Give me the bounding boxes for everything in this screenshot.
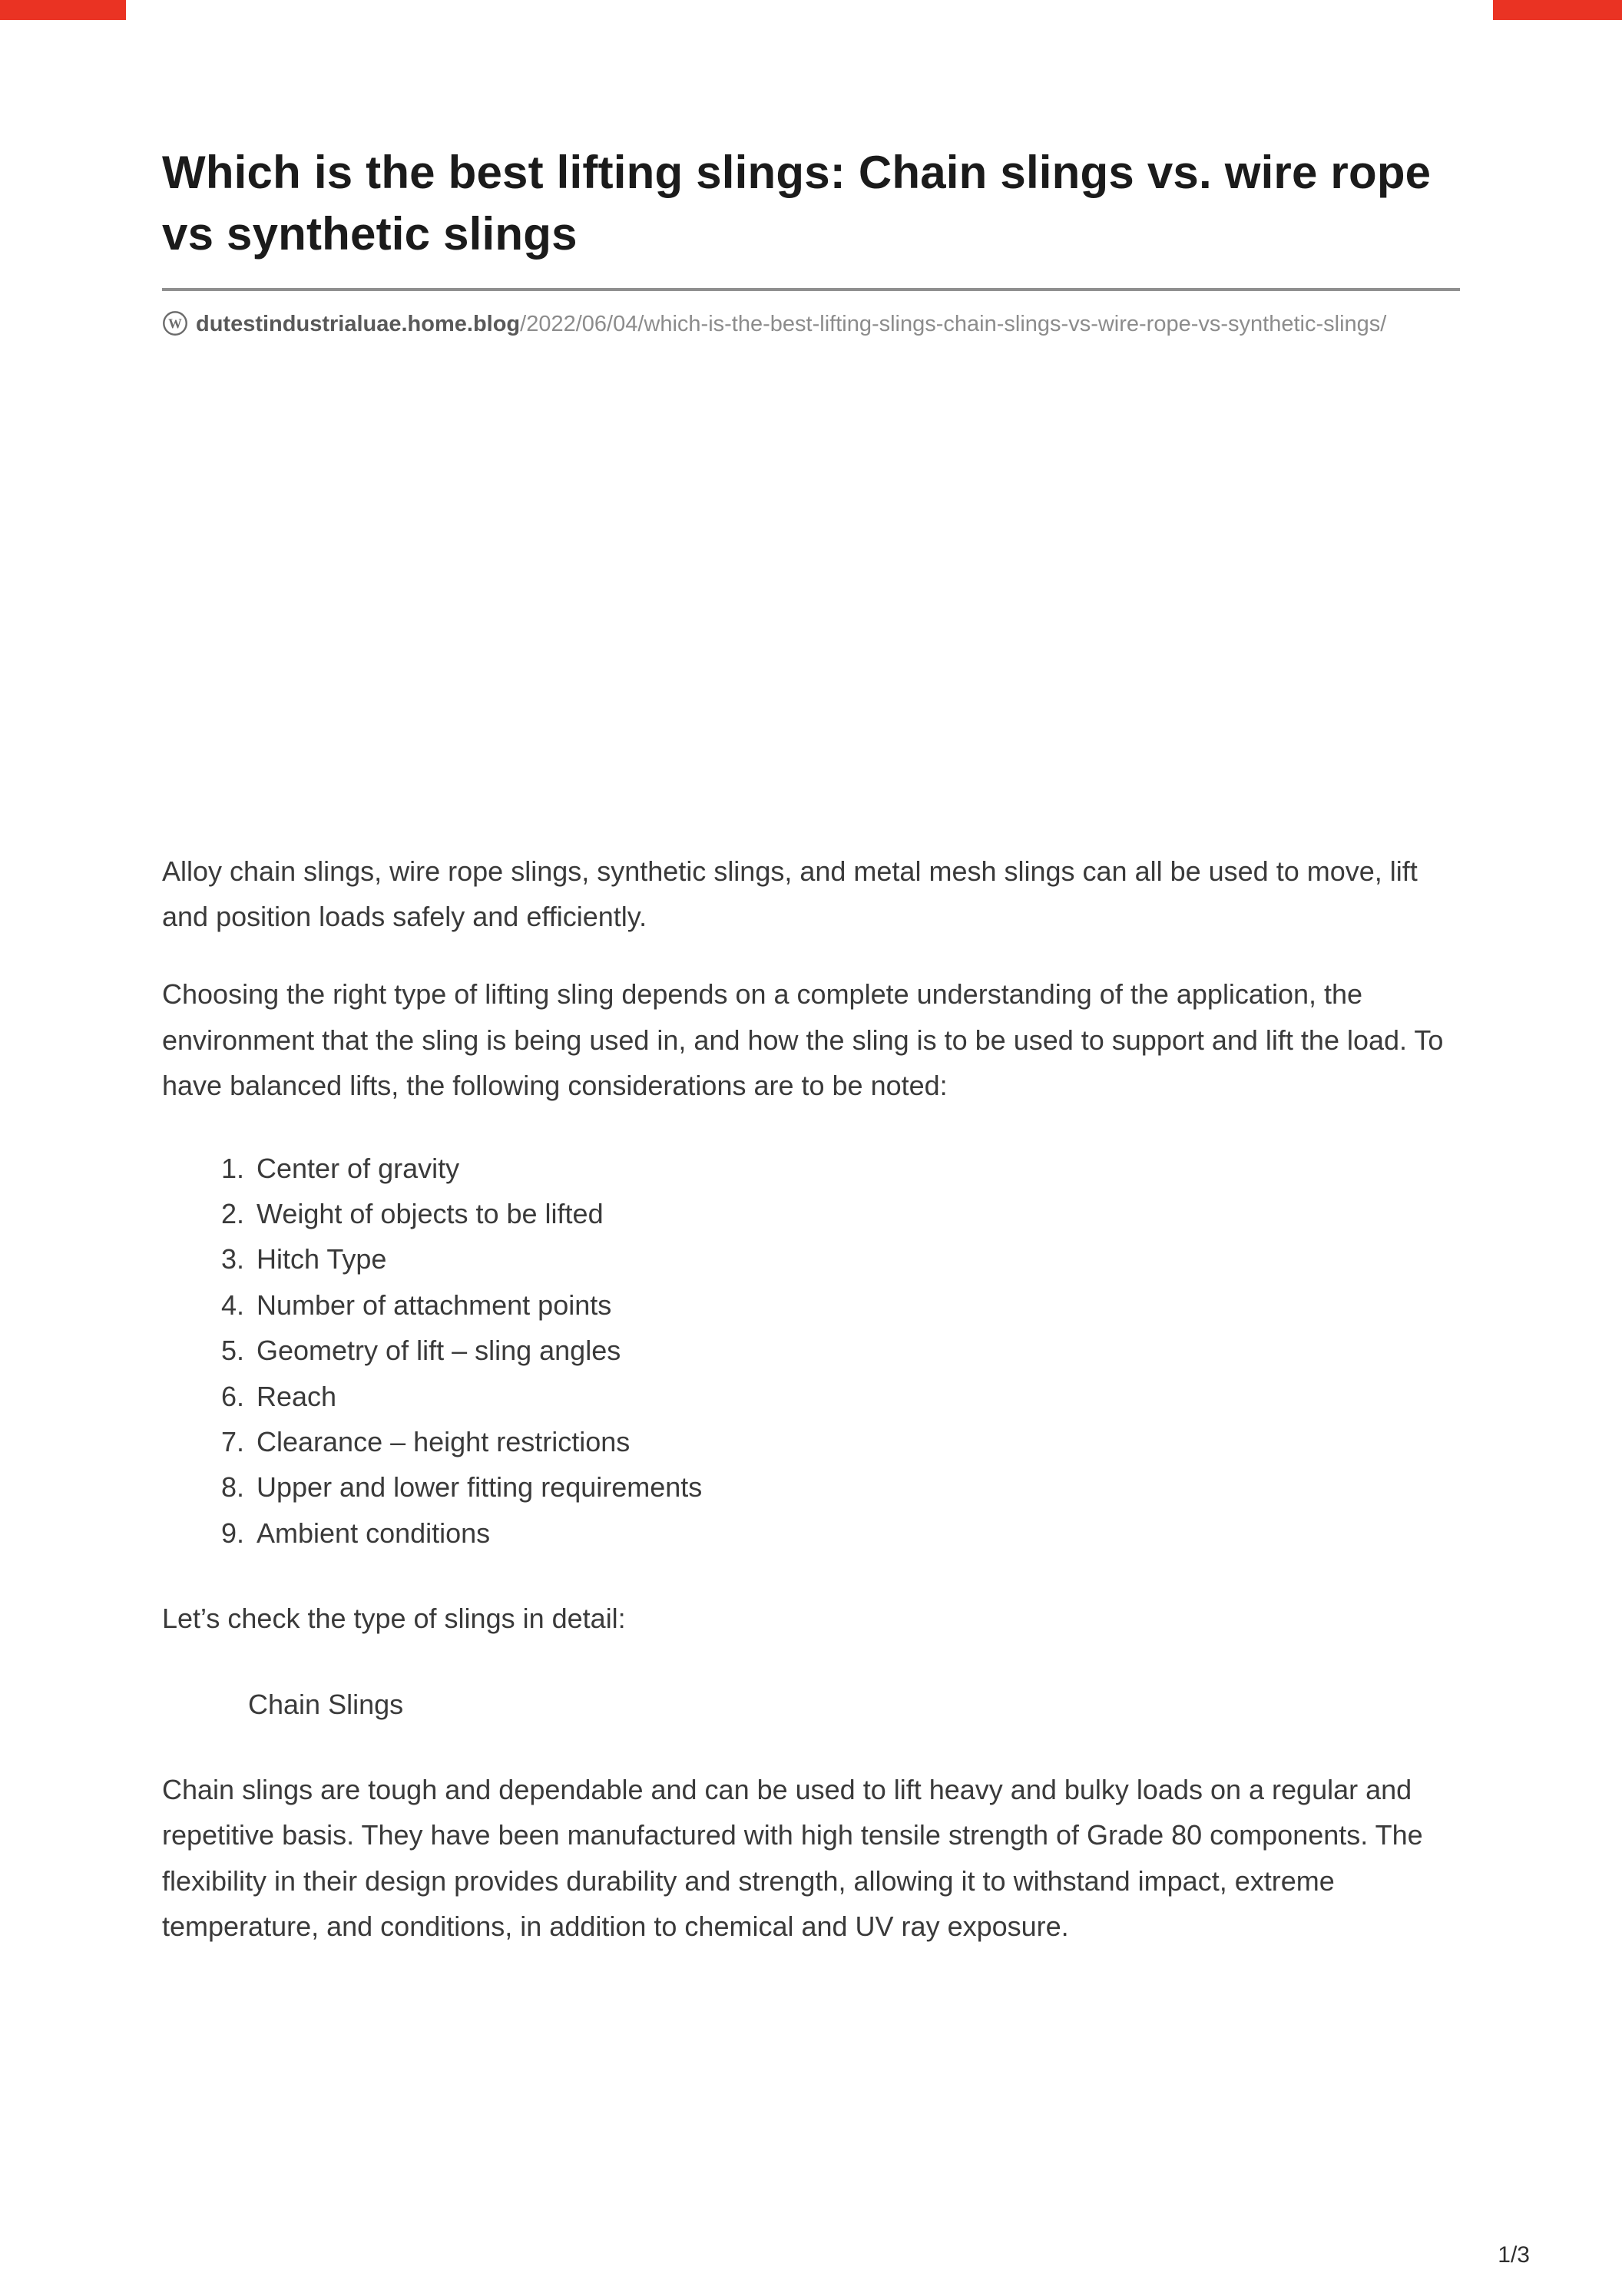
list-item: 1. Center of gravity (252, 1146, 1460, 1191)
source-line (162, 308, 1460, 346)
list-item: 9. Ambient conditions (252, 1510, 1460, 1556)
list-item: 2. Weight of objects to be lifted (252, 1191, 1460, 1236)
considerations-paragraph: Choosing the right type of lifting sling depends on a complete understanding of the application, the environment that the sling is being used in, and how the sling is to be used to support and lift the load. To have balanced lifts, the following considerations are to be noted: (162, 978, 1444, 1102)
header-red-bar-left (0, 0, 126, 20)
source-domain-link[interactable]: dutestindustrialuae.home.blog (196, 311, 521, 336)
list-item: 5. Geometry of lift – sling angles (252, 1328, 1460, 1373)
intro-paragraph: Alloy chain slings, wire rope slings, synthetic slings, and metal mesh slings can all be used to move, lift and position loads safely and efficiently. (162, 855, 1418, 933)
section-heading-chain-slings: Chain Slings (248, 1688, 404, 1720)
chain-slings-paragraph: Chain slings are tough and dependable and can be used to lift heavy and bulky loads on a regular and repetitive basis. They have been manufactured with high tensile strength of Grade 80 components. The flexibility in their design provides durability and strength, allowing it to withstand impact, extreme temperature, and conditions, in addition to chemical and UV ray exposure. (162, 1773, 1423, 1943)
list-item: 8. Upper and lower fitting requirements (252, 1464, 1460, 1510)
svg-text:W: W (168, 316, 182, 332)
header-red-bar-right (1493, 0, 1622, 20)
page-number: 1/3 (1498, 2242, 1530, 2268)
considerations-list (162, 1146, 1460, 1557)
list-item: 4. Number of attachment points (252, 1282, 1460, 1328)
list-item: 7. Clearance – height restrictions (252, 1419, 1460, 1464)
missing-image-placeholder (162, 346, 1460, 849)
lead-in-paragraph: Let’s check the type of slings in detail: (162, 1603, 626, 1635)
wordpress-icon (162, 310, 188, 346)
source-path[interactable]: /2022/06/04/which-is-the-best-lifting-slings-chain-slings-vs-wire-rope-vs-synthetic-slings/ (520, 311, 1387, 336)
page-title: Which is the best lifting slings: Chain slings vs. wire rope vs synthetic slings (162, 147, 1432, 260)
list-item: 3. Hitch Type (252, 1236, 1460, 1282)
title-divider (162, 288, 1460, 291)
list-item: 6. Reach (252, 1374, 1460, 1419)
